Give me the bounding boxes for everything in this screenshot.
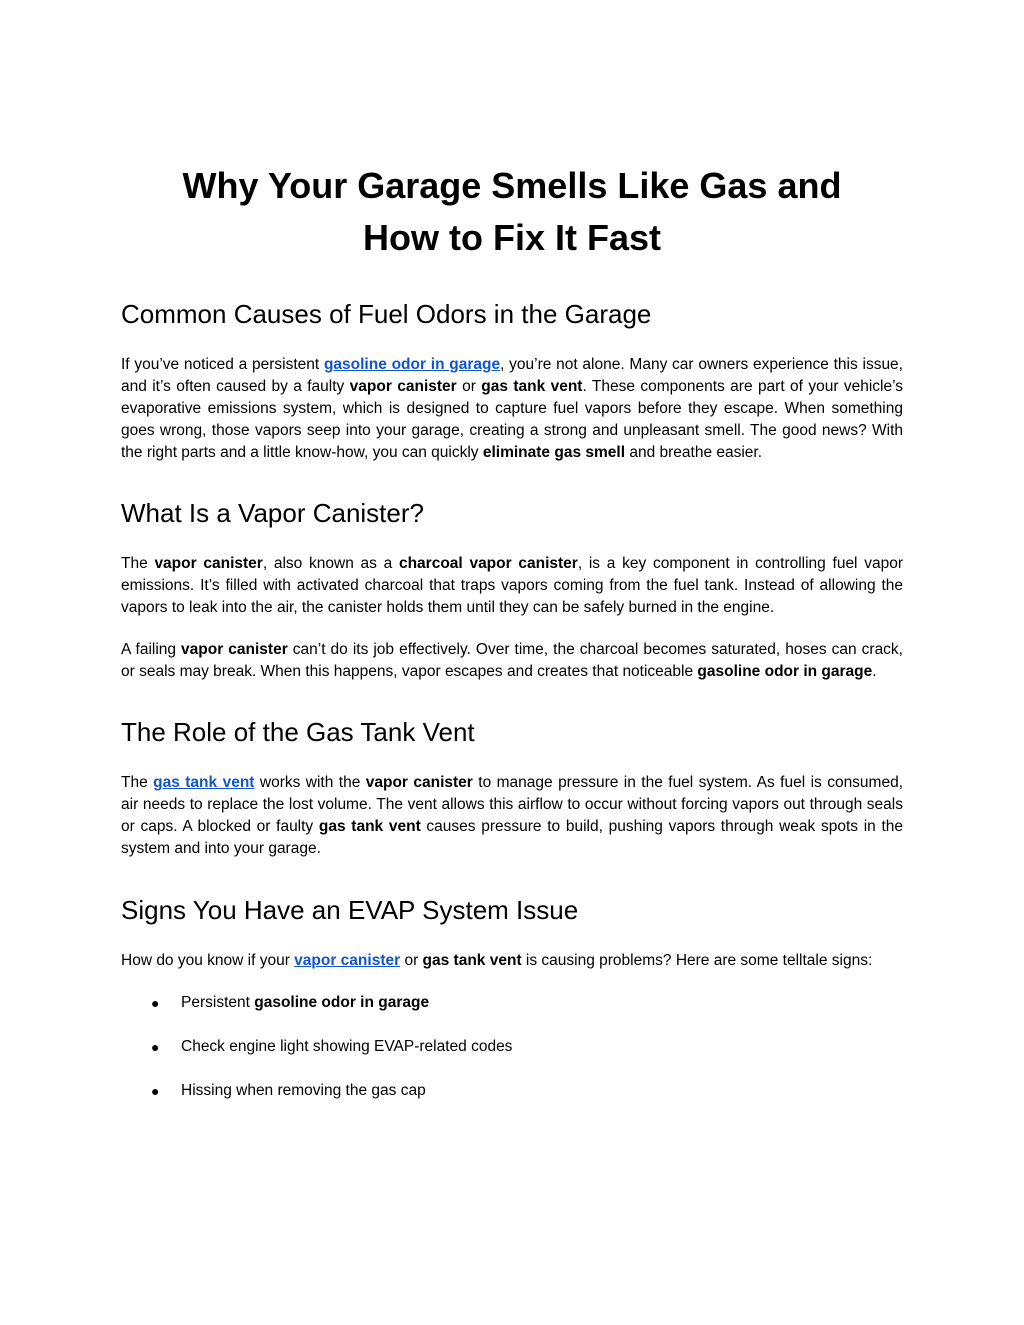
list-item bbox=[121, 992, 903, 1014]
paragraph-gas-tank-vent bbox=[121, 772, 903, 860]
bold-term: charcoal vapor canister bbox=[398, 555, 578, 572]
paragraph-vapor-canister-2 bbox=[121, 639, 903, 683]
bold-term: vapor canister bbox=[181, 641, 288, 658]
text-run: If you’ve noticed a persistent bbox=[121, 356, 324, 373]
text-run: . bbox=[872, 663, 877, 680]
text-run: causes pressure to build, pushing vapors through weak spots in the system and into your garage. bbox=[121, 818, 904, 857]
link-vapor-canister[interactable]: vapor canister bbox=[294, 952, 401, 969]
paragraph-signs bbox=[121, 950, 903, 972]
bullet-icon: ● bbox=[151, 1039, 160, 1055]
text-run: and breathe easier. bbox=[625, 444, 763, 461]
link-gas-tank-vent[interactable]: gas tank vent bbox=[153, 774, 255, 791]
text-run: Check engine light showing EVAP-related codes bbox=[181, 1038, 513, 1055]
text-run: Persistent bbox=[181, 994, 255, 1011]
bold-term: vapor canister bbox=[349, 378, 457, 395]
bullet-icon: ● bbox=[151, 995, 160, 1011]
bold-term: gasoline odor in garage bbox=[697, 663, 873, 680]
bold-term: vapor canister bbox=[154, 555, 263, 572]
section-heading-vapor-canister: What Is a Vapor Canister? bbox=[121, 498, 424, 528]
text-run: , also known as a bbox=[262, 555, 399, 572]
bold-term: gasoline odor in garage bbox=[254, 994, 430, 1011]
text-run: . These components are part of your vehicle’s evaporative emissions system, which is designed to capture fuel vapors before they escape. When something goes wrong, those vapors seep into your garage, creating a strong and unpleasant smell. The good news? With the right parts and a little know-how, you can quickly bbox=[121, 378, 904, 461]
page-title bbox=[121, 160, 903, 264]
text-run: is causing problems? Here are some telltale signs: bbox=[521, 952, 873, 969]
document-body bbox=[121, 160, 903, 1102]
bold-term: eliminate gas smell bbox=[482, 444, 626, 461]
paragraph-causes bbox=[121, 354, 903, 464]
section-heading-signs: Signs You Have an EVAP System Issue bbox=[121, 895, 579, 925]
bold-term: vapor canister bbox=[365, 774, 473, 791]
text-run: can’t do its job effectively. Over time, the charcoal becomes saturated, hoses can crack, or seals may break. When this happens, vapor escapes and creates that noticeable bbox=[121, 641, 903, 680]
list-item bbox=[121, 1036, 903, 1058]
text-run: The bbox=[121, 555, 155, 572]
text-run: The bbox=[121, 774, 154, 791]
text-run: How do you know if your bbox=[121, 952, 295, 969]
section-heading-causes: Common Causes of Fuel Odors in the Garage bbox=[121, 299, 652, 329]
page-title-line-2: How to Fix It Fast bbox=[362, 217, 661, 258]
text-run: A failing bbox=[121, 641, 182, 658]
text-run: or bbox=[400, 952, 423, 969]
text-run: or bbox=[456, 378, 482, 395]
signs-list bbox=[121, 992, 903, 1102]
bold-term: gas tank vent bbox=[481, 378, 583, 395]
text-run: , you’re not alone. Many car owners experience this issue, and it’s often caused by a faulty bbox=[121, 356, 903, 395]
paragraph-vapor-canister-1 bbox=[121, 553, 903, 619]
text-run: to manage pressure in the fuel system. As fuel is consumed, air needs to replace the lost volume. The vent allows this airflow to occur without forcing vapors out through seals or caps. A blocked or faulty bbox=[121, 774, 904, 835]
bullet-icon: ● bbox=[151, 1083, 160, 1099]
text-run: , is a key component in controlling fuel vapor emissions. It’s filled with activated charcoal that traps vapors coming from the fuel tank. Instead of allowing the vapors to leak into the air, the canister holds them until they can be safely burned in the engine. bbox=[121, 555, 903, 616]
bold-term: gas tank vent bbox=[422, 952, 522, 969]
bold-term: gas tank vent bbox=[318, 818, 421, 835]
link-gasoline-odor-in-garage[interactable]: gasoline odor in garage bbox=[323, 356, 501, 373]
text-run: works with the bbox=[254, 774, 366, 791]
list-item bbox=[121, 1080, 903, 1102]
page-title-line-1: Why Your Garage Smells Like Gas and bbox=[182, 165, 842, 206]
text-run: Hissing when removing the gas cap bbox=[181, 1082, 426, 1099]
section-heading-gas-tank-vent: The Role of the Gas Tank Vent bbox=[121, 717, 475, 747]
